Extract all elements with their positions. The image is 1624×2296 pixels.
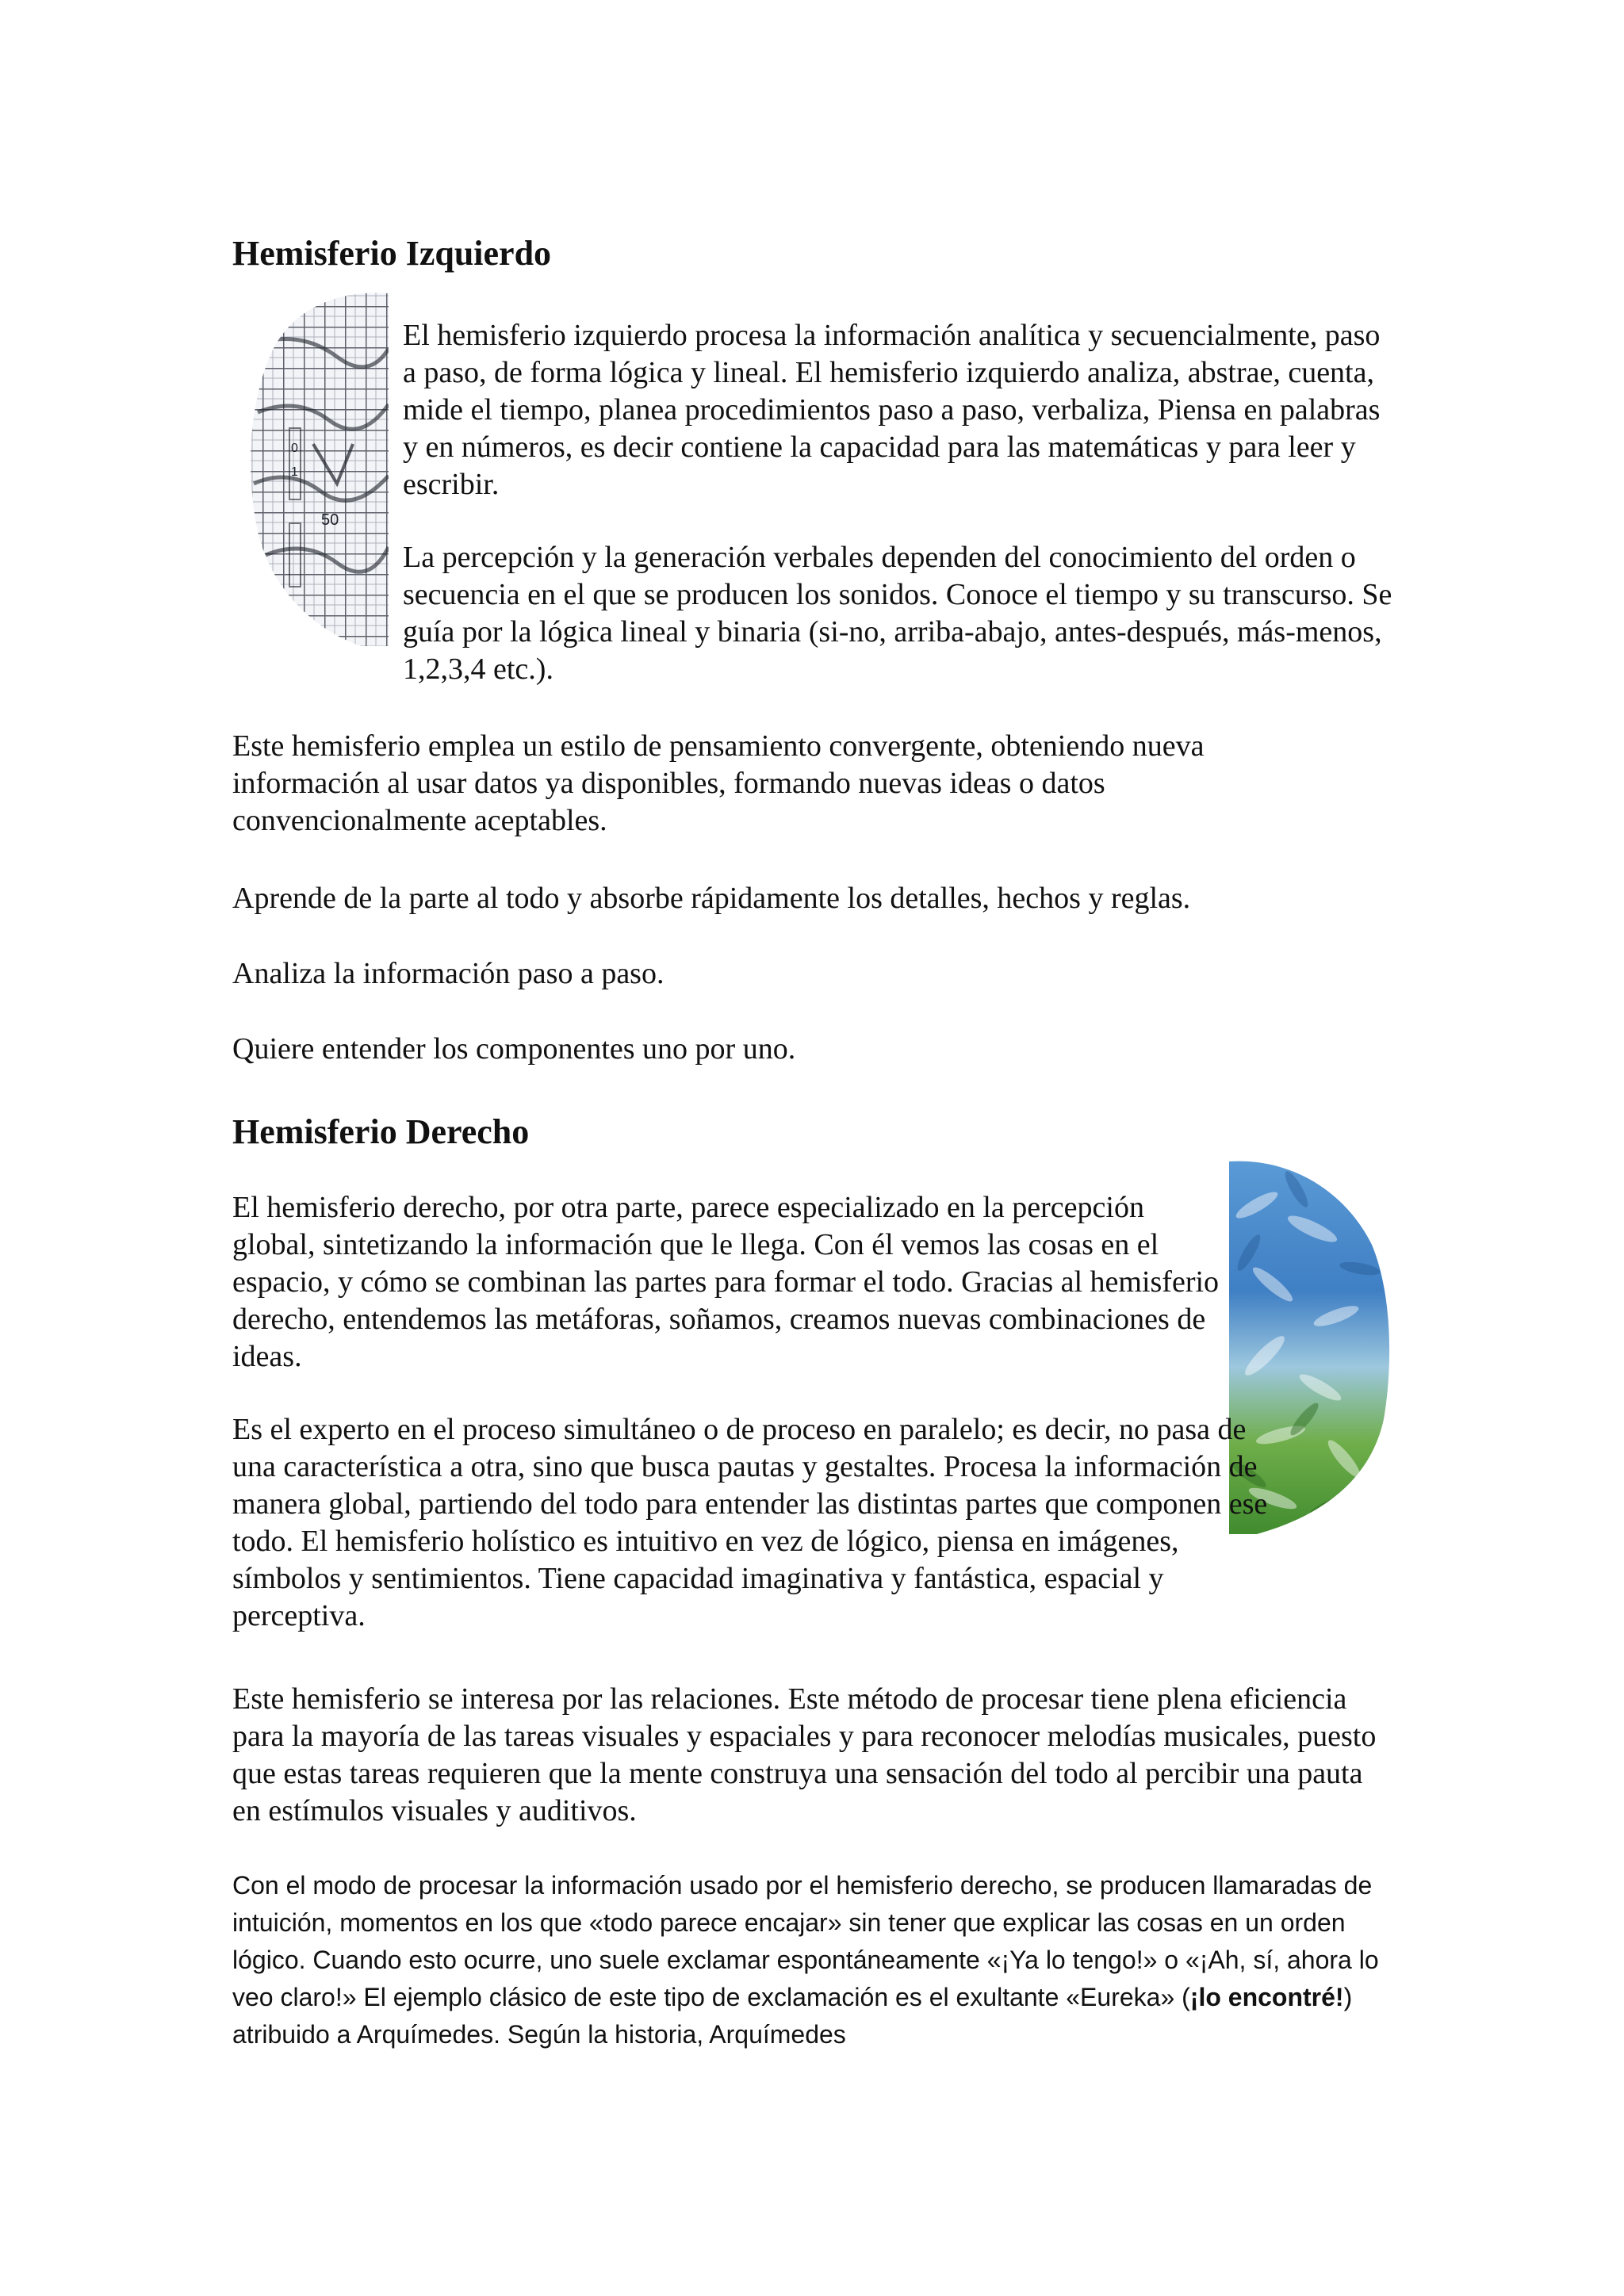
left-brain-grid-illustration — [242, 285, 393, 650]
right-hemisphere-title: Hemisferio Derecho — [232, 1112, 530, 1151]
grid-mark-0: 0 — [291, 442, 298, 455]
left-paragraph-2: La percepción y la generación verbales dependen del conocimiento del orden o secuencia en el que se producen los sonidos. Conoce el tiempo y su transcurso. Se guía por la lógica lineal y binaria (si-no, arriba-abajo, antes-después, más-menos, 1,2,3,4 etc.). — [403, 541, 1392, 686]
left-paragraph-1: El hemisferio izquierdo procesa la información analítica y secuencialmente, paso a paso, de forma lógica y lineal. El hemisferio izquierdo analiza, abstrae, cuenta, mide el tiempo, planea procedimientos paso a paso, verbaliza, Piensa en palabras y en números, es decir contiene la capacidad para las matemáticas y para leer y escribir. — [403, 319, 1381, 501]
left-paragraph-3: Este hemisferio emplea un estilo de pensamiento convergente, obteniendo nueva información al usar datos ya disponibles, formando nuevas ideas o datos convencionalmente aceptables. — [232, 729, 1205, 837]
closing-paragraph — [232, 1867, 1398, 2053]
left-hemisphere-title: Hemisferio Izquierdo — [232, 234, 552, 273]
closing-text-end: ) atribuido a Arquímedes. Según la historia, Arquímedes — [232, 1983, 1353, 2049]
left-paragraph-5: Analiza la información paso a paso. — [232, 957, 665, 990]
right-paragraph-1: El hemisferio derecho, por otra parte, parece especializado en la percepción global, sintetizando la información que le llega. Con él vemos las cosas en el espacio, y cómo se combinan las partes para formar el todo. Gracias al hemisferio derecho, entendemos las metáforas, soñamos, creamos nuevas combinaciones de ideas. — [232, 1191, 1220, 1373]
right-paragraph-3: Este hemisferio se interesa por las relaciones. Este método de procesar tiene plena eficiencia para la mayoría de las tareas visuales y espaciales y para reconocer melodías musicales, puesto que estas tareas requieren que la mente construya una sensación del todo al percibir una pauta en estímulos visuales y auditivos. — [232, 1682, 1377, 1827]
right-paragraph-2: Es el experto en el proceso simultáneo o de proceso en paralelo; es decir, no pasa de una característica a otra, sino que busca pautas y gestaltes. Procesa la información de manera global, partiendo del todo para entender las distintas partes que componen ese todo. El hemisferio holístico es intuitivo en vez de lógico, piensa en imágenes, símbolos y sentimientos. Tiene capacidad imaginativa y fantástica, espacial y perceptiva. — [232, 1413, 1268, 1632]
closing-text-start: Con el modo de procesar la información usado por el hemisferio derecho, se producen llamaradas de intuición, momentos en los que «todo parece encajar» sin tener que explicar las cosas en un orden lógico. Cuando esto ocurre, uno suele exclamar espontáneamente «¡Ya lo tengo!» o «¡Ah, sí, ahora lo veo claro!» El ejemplo clásico de este tipo de exclamación es el exultante «Eureka» ( — [232, 1871, 1379, 2011]
left-paragraph-4: Aprende de la parte al todo y absorbe rápidamente los detalles, hechos y reglas. — [232, 882, 1191, 915]
grid-mark-50: 50 — [321, 511, 339, 529]
closing-text-bold: ¡lo encontré! — [1189, 1983, 1344, 2011]
grid-mark-1: 1 — [291, 465, 298, 479]
left-paragraph-6: Quiere entender los componentes uno por uno. — [232, 1032, 796, 1066]
